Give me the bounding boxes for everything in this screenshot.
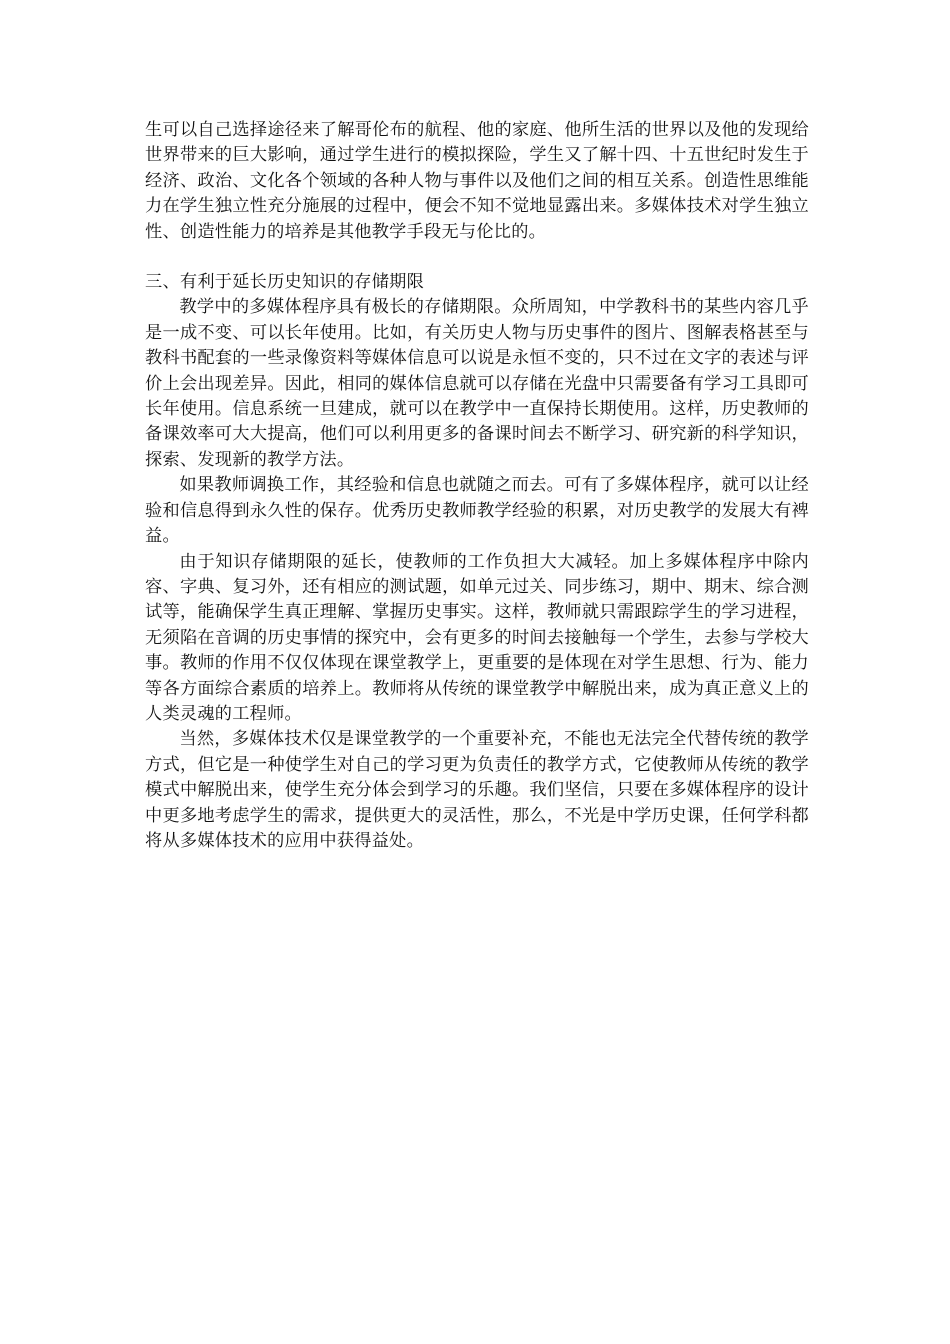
- section-heading: 三、有利于延长历史知识的存储期限: [145, 272, 425, 293]
- opening-paragraph: 生可以自己选择途径来了解哥伦布的航程、他的家庭、他所生活的世界以及他的发现给世界带来的巨大影响，通过学生进行的模拟探险，学生又了解十四、十五世纪时发生于经济、政治、文化各个领域的各种人物与事件以及他们之间的相互关系。创造性思维能力在学生独立性充分施展的过程中，便会不知不觉地显露出来。多媒体技术对学生独立性、创造性能力的培养是其他教学手段无与伦比的。: [145, 120, 809, 242]
- body-paragraph-3: 由于知识存储期限的延长，使教师的工作负担大大减轻。加上多媒体程序中除内容、字典、复习外，还有相应的测试题，如单元过关、同步练习，期中、期末、综合测试等，能确保学生真正理解、掌握历史事实。这样，教师就只需跟踪学生的学习进程，无须陷在音调的历史事情的探究中，会有更多的时间去接触每一个学生，去参与学校大事。教师的作用不仅仅体现在课堂教学上，更重要的是体现在对学生思想、行为、能力等各方面综合素质的培养上。教师将从传统的课堂教学中解脱出来，成为真正意义上的人类灵魂的工程师。: [145, 551, 809, 724]
- body-paragraph-1: 教学中的多媒体程序具有极长的存储期限。众所周知，中学教科书的某些内容几乎是一成不变、可以长年使用。比如，有关历史人物与历史事件的图片、图解表格甚至与教科书配套的一些录像资料等媒体信息可以说是永恒不变的，只不过在文字的表述与评价上会出现差异。因此，相同的媒体信息就可以存储在光盘中只需要备有学习工具即可长年使用。信息系统一旦建成，就可以在教学中一直保持长期使用。这样，历史教师的备课效率可大大提高，他们可以利用更多的备课时间去不断学习、研究新的科学知识，探索、发现新的教学方法。: [145, 297, 809, 470]
- document-body: [145, 118, 809, 854]
- body-paragraph-2: 如果教师调换工作，其经验和信息也就随之而去。可有了多媒体程序，就可以让经验和信息得到永久性的保存。优秀历史教师教学经验的积累，对历史教学的发展大有裨益。: [145, 475, 809, 547]
- body-paragraph-4: 当然，多媒体技术仅是课堂教学的一个重要补充，不能也无法完全代替传统的教学方式，但它是一种使学生对自己的学习更为负责任的教学方式，它使教师从传统的教学模式中解脱出来，使学生充分体会到学习的乐趣。我们坚信，只要在多媒体程序的设计中更多地考虑学生的需求，提供更大的灵活性，那么，不光是中学历史课，任何学科都将从多媒体技术的应用中获得益处。: [145, 729, 809, 851]
